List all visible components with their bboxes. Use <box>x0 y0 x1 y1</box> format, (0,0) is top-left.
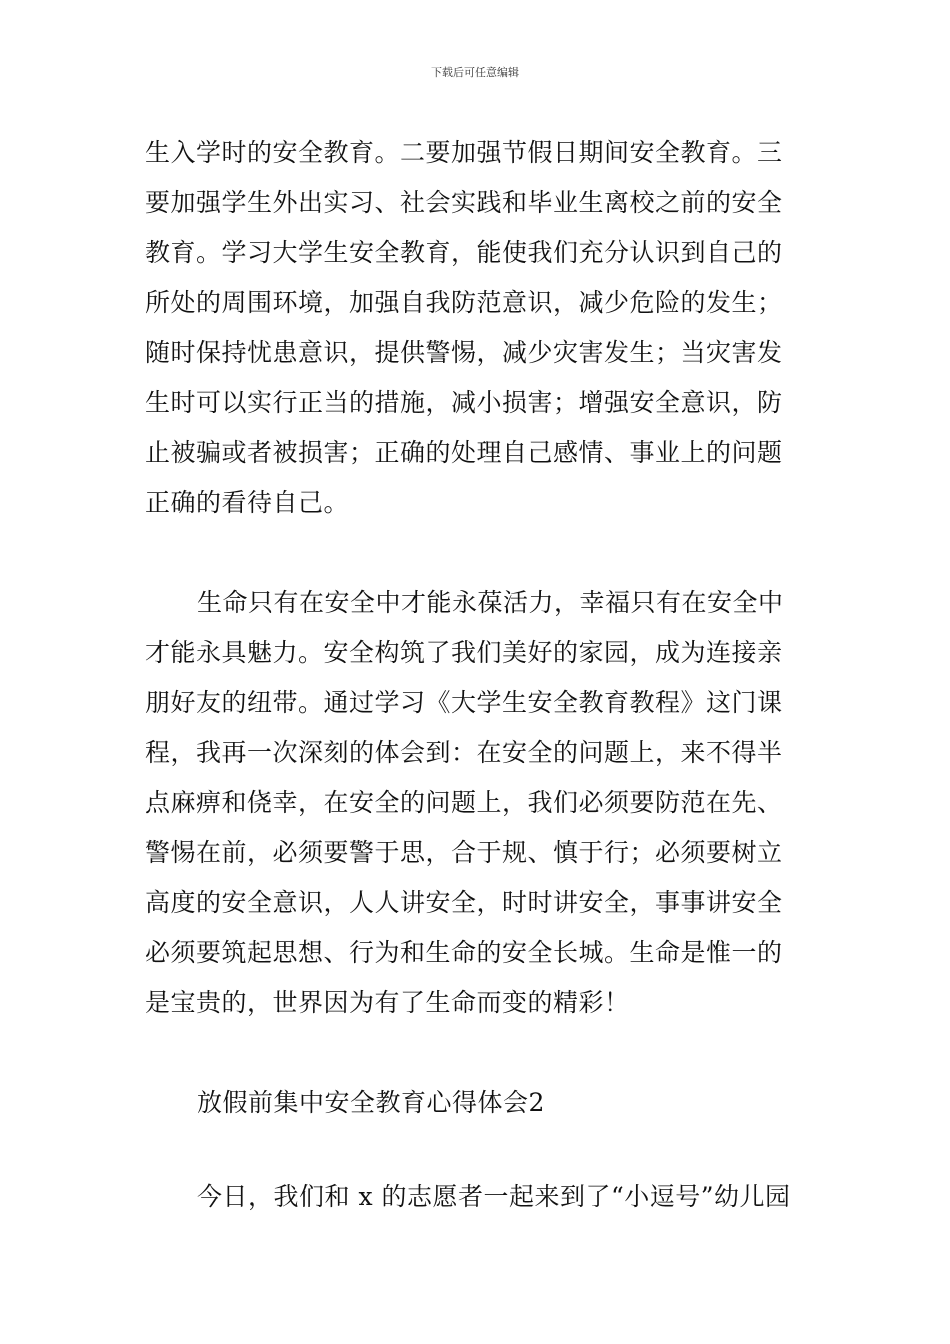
text-line: 是宝贵的，世界因为有了生命而变的精彩！ <box>145 988 630 1017</box>
text-line: 才能永具魅力。安全构筑了我们美好的家园，成为连接亲 <box>145 638 783 667</box>
header-note: 下载后可任意编辑 <box>431 66 519 79</box>
text-line: 要加强学生外出实习、社会实践和毕业生离校之前的安全 <box>145 188 783 217</box>
text-line: 今日，我们和 x 的志愿者一起来到了“小逗号”幼儿园 <box>197 1182 791 1211</box>
text-line: 高度的安全意识，人人讲安全，时时讲安全，事事讲安全 <box>145 888 783 917</box>
paragraph-1 <box>145 128 805 528</box>
text-line: 生时可以实行正当的措施，减小损害；增强安全意识，防 <box>145 388 783 417</box>
text-line: 教育。学习大学生安全教育，能使我们充分认识到自己的 <box>145 238 783 267</box>
text-line: 点麻痹和侥幸，在安全的问题上，我们必须要防范在先、 <box>145 788 783 817</box>
section-heading <box>145 1078 805 1128</box>
text-line: 程，我再一次深刻的体会到：在安全的问题上，来不得半 <box>145 738 783 767</box>
text-line: 生入学时的安全教育。二要加强节假日期间安全教育。三 <box>145 138 783 167</box>
paragraph-3 <box>145 1172 805 1222</box>
text-line: 随时保持忧患意识，提供警惕，减少灾害发生；当灾害发 <box>145 338 783 367</box>
text-line: 正确的看待自己。 <box>145 488 350 517</box>
text-line: 生命只有在安全中才能永葆活力，幸福只有在安全中 <box>197 588 784 617</box>
heading-text: 放假前集中安全教育心得体会2 <box>197 1088 545 1117</box>
text-line: 警惕在前，必须要警于思，合于规、慎于行；必须要树立 <box>145 838 783 867</box>
text-line: 必须要筑起思想、行为和生命的安全长城。生命是惟一的 <box>145 938 783 967</box>
text-line: 朋好友的纽带。通过学习《大学生安全教育教程》这门课 <box>145 688 783 717</box>
paragraph-2 <box>145 578 805 1028</box>
text-line: 所处的周围环境，加强自我防范意识，减少危险的发生； <box>145 288 783 317</box>
text-line: 止被骗或者被损害；正确的处理自己感情、事业上的问题 <box>145 438 783 467</box>
